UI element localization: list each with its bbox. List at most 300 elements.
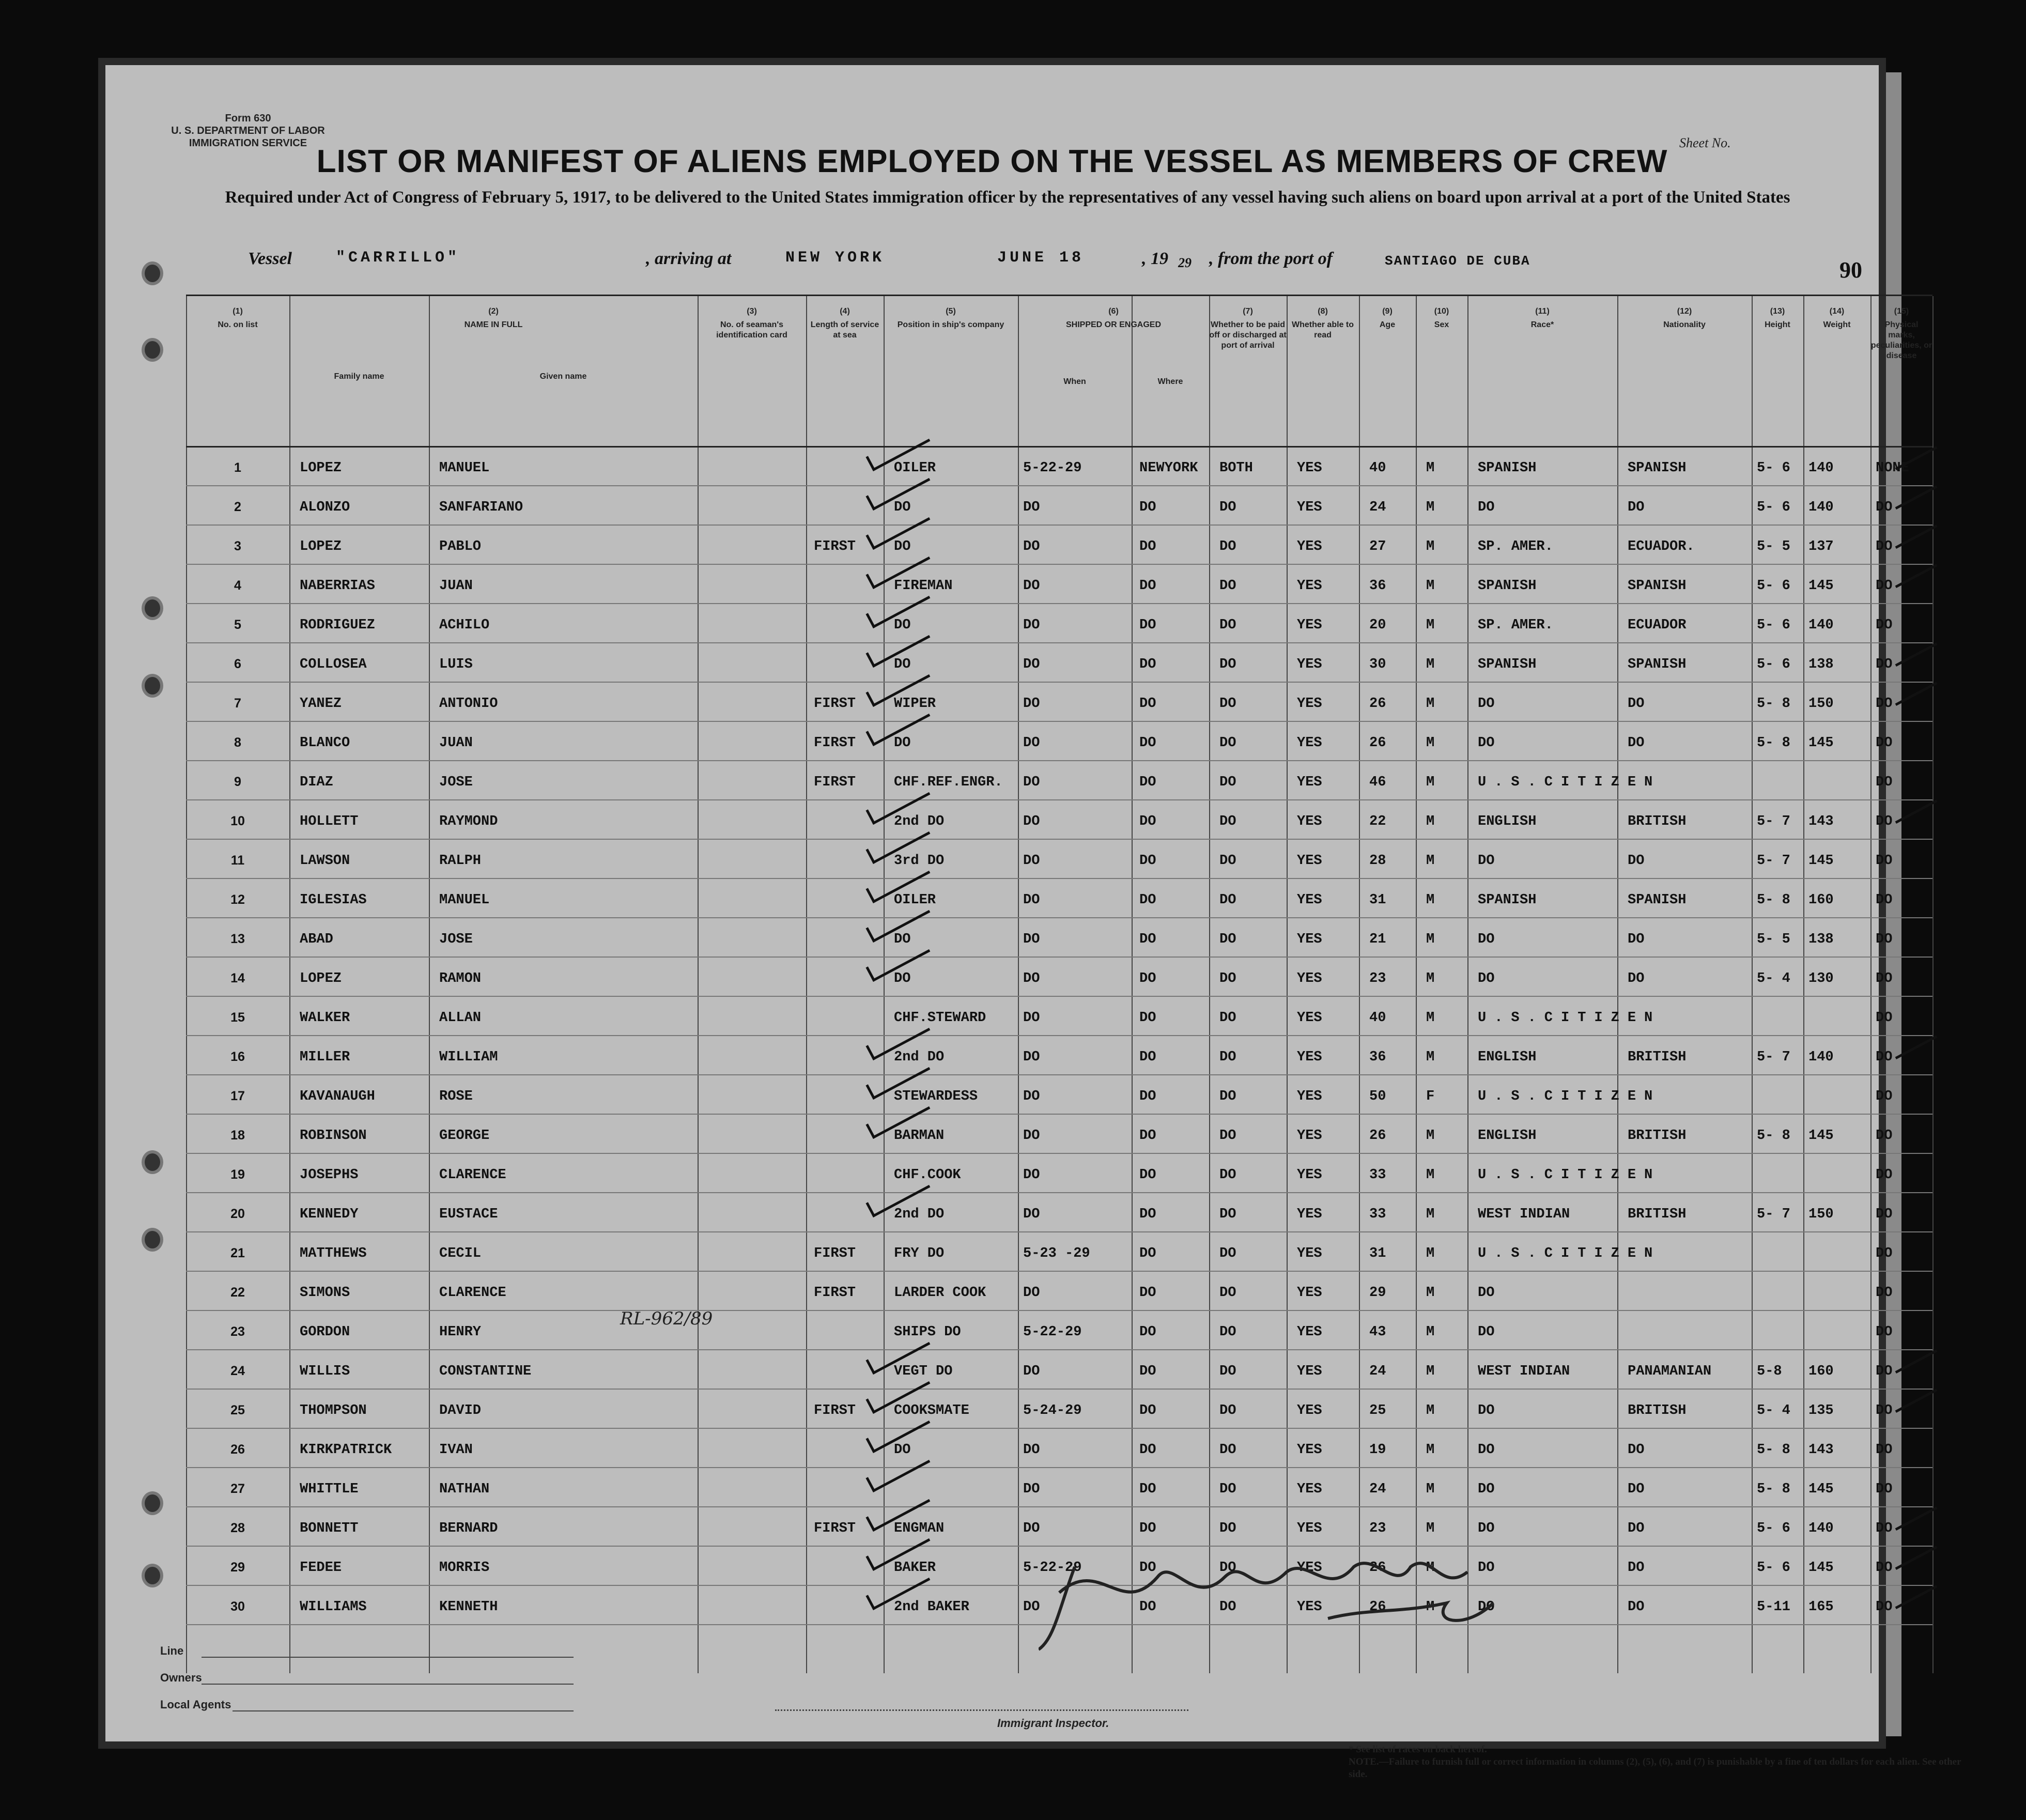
column-label: NAME IN FULL <box>464 320 523 329</box>
column-label: Sex <box>1434 320 1449 329</box>
cell-paid: DO <box>1219 971 1236 986</box>
inspector-label: Immigrant Inspector. <box>997 1717 1109 1730</box>
cell-age: 26 <box>1369 1560 1386 1576</box>
cell-when: DO <box>1023 618 1040 633</box>
cell-race: U.S.CITIZEN <box>1478 1010 1661 1026</box>
cell-when: DO <box>1023 1285 1040 1301</box>
cell-read: YES <box>1297 932 1322 947</box>
cell-marks: DO <box>1876 1560 1893 1576</box>
cell-marks: DO <box>1876 1364 1893 1379</box>
cell-sex: M <box>1426 971 1435 986</box>
cell-paid: DO <box>1219 1364 1236 1379</box>
cell-where: DO <box>1139 775 1156 790</box>
cell-sex: M <box>1426 1482 1435 1497</box>
cell-race: DO <box>1478 1482 1495 1497</box>
cell-race: WEST INDIAN <box>1478 1364 1570 1379</box>
cell-where: DO <box>1139 500 1156 515</box>
column-header <box>884 306 1018 330</box>
cell-position: LARDER COOK <box>894 1285 986 1301</box>
cell-height: 5-11 <box>1757 1599 1790 1615</box>
arrival-date: JUNE 18 <box>997 249 1085 267</box>
binder-hole <box>145 677 160 695</box>
cell-given: NATHAN <box>439 1482 490 1497</box>
year-prefix: , 19 <box>1142 249 1168 268</box>
cell-given: KENNETH <box>439 1599 498 1615</box>
cell-position: ENGMAN <box>894 1521 945 1536</box>
cell-position: 2nd DO <box>894 1050 945 1065</box>
cell-no: 21 <box>230 1246 245 1260</box>
cell-nat: DO <box>1628 853 1645 869</box>
cell-age: 36 <box>1369 1050 1386 1065</box>
cell-marks: DO <box>1876 578 1893 594</box>
column-header <box>806 306 884 341</box>
binder-hole <box>145 1494 160 1512</box>
cell-when: DO <box>1023 1442 1040 1458</box>
cell-service: FIRST <box>814 735 856 751</box>
cell-marks: DO <box>1876 1599 1893 1615</box>
cell-sex: M <box>1426 735 1435 751</box>
cell-race: ENGLISH <box>1478 814 1537 829</box>
cell-weight: 145 <box>1808 1482 1834 1497</box>
cell-no: 19 <box>230 1167 245 1182</box>
cell-where: DO <box>1139 735 1156 751</box>
column-number: (4) <box>840 307 850 316</box>
cell-sex: M <box>1426 1442 1435 1458</box>
cell-position: COOKSMATE <box>894 1403 969 1418</box>
cell-where: DO <box>1139 971 1156 986</box>
cell-age: 28 <box>1369 853 1386 869</box>
cell-position: BARMAN <box>894 1128 945 1144</box>
cell-marks: DO <box>1876 1128 1893 1144</box>
cell-when: DO <box>1023 539 1040 554</box>
cell-given: SANFARIANO <box>439 500 523 515</box>
cell-when: DO <box>1023 1128 1040 1144</box>
cell-read: YES <box>1297 1089 1322 1104</box>
cell-nat: BRITISH <box>1628 814 1687 829</box>
cell-family: HOLLETT <box>300 814 359 829</box>
cell-position: DO <box>894 618 911 633</box>
binder-hole <box>145 341 160 359</box>
cell-race: DO <box>1478 1324 1495 1340</box>
cell-sex: M <box>1426 1010 1435 1026</box>
column-number: (9) <box>1382 307 1393 316</box>
cell-family: MATTHEWS <box>300 1246 367 1261</box>
cell-no: 23 <box>230 1324 245 1339</box>
cell-sex: M <box>1426 814 1435 829</box>
cell-paid: DO <box>1219 1010 1236 1026</box>
row-rule <box>186 1192 1932 1193</box>
cell-family: IGLESIAS <box>300 892 367 908</box>
vessel-name: "CARRILLO" <box>336 249 460 267</box>
cell-family: BLANCO <box>300 735 350 751</box>
cell-read: YES <box>1297 853 1322 869</box>
cell-marks: DO <box>1876 1324 1893 1340</box>
cell-family: COLLOSEA <box>300 657 367 672</box>
cell-race: ENGLISH <box>1478 1128 1537 1144</box>
cell-where: DO <box>1139 1207 1156 1222</box>
cell-given: HENRY <box>439 1324 482 1340</box>
cell-weight: 150 <box>1808 1207 1834 1222</box>
cell-age: 33 <box>1369 1207 1386 1222</box>
column-number: (6) <box>1108 307 1119 316</box>
cell-race: DO <box>1478 735 1495 751</box>
cell-service: FIRST <box>814 775 856 790</box>
cell-marks: DO <box>1876 735 1893 751</box>
cell-marks: DO <box>1876 500 1893 515</box>
row-rule <box>186 1506 1932 1507</box>
cell-no: 1 <box>234 460 241 475</box>
column-label: When <box>1063 377 1086 386</box>
owners-label: Owners <box>160 1671 202 1684</box>
cell-given: ROSE <box>439 1089 473 1104</box>
column-header <box>1467 306 1617 330</box>
margin-tick-mark <box>1891 634 1937 667</box>
cell-race: U.S.CITIZEN <box>1478 775 1661 790</box>
cell-given: EUSTACE <box>439 1207 498 1222</box>
column-header <box>289 368 429 382</box>
cell-no: 3 <box>234 539 241 553</box>
cell-height: 5- 4 <box>1757 971 1790 986</box>
cell-marks: DO <box>1876 618 1893 633</box>
cell-race: DO <box>1478 853 1495 869</box>
cell-given: CECIL <box>439 1246 482 1261</box>
cell-sex: F <box>1426 1089 1435 1104</box>
cell-when: 5-22-29 <box>1023 1560 1082 1576</box>
cell-age: 50 <box>1369 1089 1386 1104</box>
cell-when: DO <box>1023 735 1040 751</box>
cell-family: WALKER <box>300 1010 350 1026</box>
cell-sex: M <box>1426 500 1435 515</box>
cell-weight: 145 <box>1808 853 1834 869</box>
cell-weight: 140 <box>1808 1050 1834 1065</box>
cell-no: 10 <box>230 814 245 828</box>
margin-tick-mark <box>1891 1341 1937 1374</box>
cell-where: DO <box>1139 1010 1156 1026</box>
row-rule <box>186 878 1932 879</box>
cell-family: GORDON <box>300 1324 350 1340</box>
cell-weight: 160 <box>1808 1364 1834 1379</box>
cell-read: YES <box>1297 971 1322 986</box>
cell-race: DO <box>1478 1403 1495 1418</box>
column-number: (8) <box>1318 307 1328 316</box>
cell-marks: DO <box>1876 1050 1893 1065</box>
row-rule <box>186 1428 1932 1429</box>
cell-family: SIMONS <box>300 1285 350 1301</box>
cell-read: YES <box>1297 460 1322 476</box>
cell-position: OILER <box>894 892 936 908</box>
cell-paid: DO <box>1219 1207 1236 1222</box>
vessel-label: Vessel <box>248 249 292 268</box>
cell-age: 20 <box>1369 618 1386 633</box>
cell-position: DO <box>894 657 911 672</box>
cell-age: 26 <box>1369 1128 1386 1144</box>
cell-no: 13 <box>230 932 245 946</box>
cell-given: ANTONIO <box>439 696 498 712</box>
cell-marks: DO <box>1876 1482 1893 1497</box>
column-header <box>289 306 698 330</box>
cell-marks: DO <box>1876 1285 1893 1301</box>
column-header <box>1416 306 1467 330</box>
cell-age: 26 <box>1369 696 1386 712</box>
cell-when: DO <box>1023 775 1040 790</box>
column-header <box>1803 306 1870 330</box>
arriving-label: , arriving at <box>646 249 732 268</box>
page-number: 90 <box>1839 257 1862 283</box>
cell-marks: DO <box>1876 814 1893 829</box>
cell-where: DO <box>1139 1128 1156 1144</box>
column-header <box>429 368 698 382</box>
cell-read: YES <box>1297 500 1322 515</box>
cell-paid: DO <box>1219 1403 1236 1418</box>
binder-hole <box>145 1231 160 1248</box>
cell-read: YES <box>1297 1285 1322 1301</box>
cell-paid: DO <box>1219 1050 1236 1065</box>
cell-no: 6 <box>234 657 241 671</box>
cell-position: 2nd DO <box>894 814 945 829</box>
cell-read: YES <box>1297 696 1322 712</box>
cell-marks: DO <box>1876 853 1893 869</box>
cell-no: 22 <box>230 1285 245 1300</box>
cell-sex: M <box>1426 1167 1435 1183</box>
cell-nat: ECUADOR <box>1628 618 1687 633</box>
cell-when: DO <box>1023 814 1040 829</box>
cell-age: 29 <box>1369 1285 1386 1301</box>
cell-height: 5- 6 <box>1757 460 1790 476</box>
cell-paid: DO <box>1219 578 1236 594</box>
cell-age: 43 <box>1369 1324 1386 1340</box>
cell-height: 5- 5 <box>1757 932 1790 947</box>
cell-family: WILLIS <box>300 1364 350 1379</box>
cell-service: FIRST <box>814 539 856 554</box>
cell-given: JUAN <box>439 735 473 751</box>
cell-no: 4 <box>234 578 241 593</box>
cell-height: 5- 6 <box>1757 1560 1790 1576</box>
column-label: Whether to be paid off or discharged at port of arrival <box>1209 320 1287 350</box>
cell-when: DO <box>1023 1207 1040 1222</box>
cell-read: YES <box>1297 1207 1322 1222</box>
cell-read: YES <box>1297 1010 1322 1026</box>
cell-position: DO <box>894 932 911 947</box>
cell-race: U.S.CITIZEN <box>1478 1167 1661 1183</box>
page-subtitle: Required under Act of Congress of February 5, 1917, to be delivered to the United States immigration officer by the representatives of any vessel having such aliens on board upon arrival at a port of the United States <box>225 188 1790 207</box>
cell-paid: DO <box>1219 696 1236 712</box>
column-label: Family name <box>334 372 384 381</box>
cell-position: 2nd BAKER <box>894 1599 969 1615</box>
cell-paid: DO <box>1219 500 1236 515</box>
cell-where: DO <box>1139 1167 1156 1183</box>
cell-when: 5-22-29 <box>1023 460 1082 476</box>
cell-nat: DO <box>1628 696 1645 712</box>
line-label: Line <box>160 1644 184 1657</box>
cell-where: NEWYORK <box>1139 460 1198 476</box>
cell-where: DO <box>1139 1560 1156 1576</box>
cell-marks: NONE <box>1876 460 1909 476</box>
cell-age: 33 <box>1369 1167 1386 1183</box>
column-label: Physical marks, peculiarities, or disease <box>1870 320 1932 360</box>
column-label: Position in ship's company <box>897 320 1004 329</box>
cell-race: DO <box>1478 1442 1495 1458</box>
cell-family: NABERRIAS <box>300 578 375 594</box>
cell-sex: M <box>1426 539 1435 554</box>
cell-family: KAVANAUGH <box>300 1089 375 1104</box>
cell-family: JOSEPHS <box>300 1167 359 1183</box>
cell-given: RAYMOND <box>439 814 498 829</box>
cell-read: YES <box>1297 892 1322 908</box>
cell-height: 5- 8 <box>1757 1442 1790 1458</box>
margin-tick-mark <box>1891 477 1937 510</box>
row-rule <box>186 1153 1932 1154</box>
cell-race: ENGLISH <box>1478 1050 1537 1065</box>
row-rule <box>186 1310 1932 1311</box>
cell-sex: M <box>1426 1599 1435 1615</box>
cell-position: BAKER <box>894 1560 936 1576</box>
cell-weight: 140 <box>1808 1521 1834 1536</box>
cell-nat: ECUADOR. <box>1628 539 1695 554</box>
cell-given: RALPH <box>439 853 482 869</box>
cell-paid: DO <box>1219 1128 1236 1144</box>
column-header <box>1359 306 1416 330</box>
cell-position: 3rd DO <box>894 853 945 869</box>
cell-where: DO <box>1139 1403 1156 1418</box>
cell-no: 15 <box>230 1010 245 1025</box>
cell-weight: 160 <box>1808 892 1834 908</box>
cell-race: SPANISH <box>1478 578 1537 594</box>
cell-age: 24 <box>1369 1482 1386 1497</box>
cell-paid: DO <box>1219 1442 1236 1458</box>
cell-no: 2 <box>234 500 241 514</box>
cell-position: DO <box>894 735 911 751</box>
cell-read: YES <box>1297 775 1322 790</box>
crew-table <box>186 295 1932 1673</box>
column-number: (1) <box>233 307 243 316</box>
cell-where: DO <box>1139 814 1156 829</box>
cell-no: 18 <box>230 1128 245 1143</box>
cell-paid: DO <box>1219 932 1236 947</box>
cell-marks: DO <box>1876 892 1893 908</box>
cell-height: 5- 8 <box>1757 1128 1790 1144</box>
cell-no: 17 <box>230 1089 245 1103</box>
column-number: (11) <box>1535 307 1550 316</box>
cell-height: 5- 6 <box>1757 618 1790 633</box>
cell-sex: M <box>1426 657 1435 672</box>
cell-when: DO <box>1023 1364 1040 1379</box>
margin-tick-mark <box>1891 1027 1937 1059</box>
cell-paid: DO <box>1219 657 1236 672</box>
cell-read: YES <box>1297 539 1322 554</box>
cell-read: YES <box>1297 1482 1322 1497</box>
column-label: No. on list <box>218 320 258 329</box>
cell-when: 5-24-29 <box>1023 1403 1082 1418</box>
cell-age: 25 <box>1369 1403 1386 1418</box>
cell-marks: DO <box>1876 1010 1893 1026</box>
cell-height: 5- 6 <box>1757 1521 1790 1536</box>
cell-read: YES <box>1297 618 1322 633</box>
cell-age: 26 <box>1369 735 1386 751</box>
cell-where: DO <box>1139 1364 1156 1379</box>
cell-position: DO <box>894 500 911 515</box>
cell-age: 36 <box>1369 578 1386 594</box>
margin-tick-mark <box>1891 1537 1937 1570</box>
column-label: Height <box>1765 320 1790 329</box>
cell-when: DO <box>1023 696 1040 712</box>
cell-race: U.S.CITIZEN <box>1478 1089 1661 1104</box>
page-title: LIST OR MANIFEST OF ALIENS EMPLOYED ON THE VESSEL AS MEMBERS OF CREW <box>316 144 1668 179</box>
arrival-port: NEW YORK <box>785 249 885 267</box>
cell-read: YES <box>1297 1246 1322 1261</box>
column-label: Where <box>1157 377 1183 386</box>
cell-when: 5-22-29 <box>1023 1324 1082 1340</box>
cell-where: DO <box>1139 1442 1156 1458</box>
column-number: (10) <box>1434 307 1449 316</box>
cell-given: WILLIAM <box>439 1050 498 1065</box>
row-rule <box>186 564 1932 565</box>
cell-race: DO <box>1478 696 1495 712</box>
cell-weight: 143 <box>1808 1442 1834 1458</box>
cell-race: DO <box>1478 1599 1495 1615</box>
cell-nat: BRITISH <box>1628 1050 1687 1065</box>
cell-height: 5- 8 <box>1757 696 1790 712</box>
cell-read: YES <box>1297 1167 1322 1183</box>
cell-sex: M <box>1426 1246 1435 1261</box>
margin-tick-mark <box>1891 438 1937 470</box>
cell-position: CHF.COOK <box>894 1167 961 1183</box>
cell-read: YES <box>1297 1403 1322 1418</box>
column-label: No. of seaman's identification card <box>716 320 787 340</box>
arrival-year: 29 <box>1178 255 1192 270</box>
column-label: Whether able to read <box>1291 320 1354 340</box>
cell-family: ROBINSON <box>300 1128 367 1144</box>
cell-nat: DO <box>1628 1442 1645 1458</box>
cell-paid: DO <box>1219 814 1236 829</box>
cell-sex: M <box>1426 618 1435 633</box>
row-rule <box>186 721 1932 722</box>
cell-read: YES <box>1297 1128 1322 1144</box>
column-header <box>1870 306 1932 361</box>
from-label: , from the port of <box>1209 249 1333 268</box>
cell-race: SP. AMER. <box>1478 539 1553 554</box>
column-header <box>698 306 806 341</box>
margin-tick-mark <box>1891 1498 1937 1531</box>
cell-family: LOPEZ <box>300 539 342 554</box>
cell-race: DO <box>1478 1521 1495 1536</box>
cell-given: IVAN <box>439 1442 473 1458</box>
cell-marks: DO <box>1876 1246 1893 1261</box>
cell-given: ACHILO <box>439 618 490 633</box>
cell-weight: 135 <box>1808 1403 1834 1418</box>
cell-no: 25 <box>230 1403 245 1417</box>
cell-no: 7 <box>234 696 241 711</box>
cell-height: 5- 7 <box>1757 814 1790 829</box>
cell-read: YES <box>1297 1050 1322 1065</box>
cell-nat: SPANISH <box>1628 460 1687 476</box>
cell-weight: 145 <box>1808 1560 1834 1576</box>
cell-nat: SPANISH <box>1628 892 1687 908</box>
column-number: (12) <box>1677 307 1692 316</box>
agents-rule <box>233 1710 574 1711</box>
margin-tick-mark <box>1891 673 1937 706</box>
cell-service: FIRST <box>814 1246 856 1261</box>
cell-marks: DO <box>1876 539 1893 554</box>
cell-height: 5-8 <box>1757 1364 1782 1379</box>
cell-sex: M <box>1426 1364 1435 1379</box>
column-header <box>1132 374 1209 387</box>
cell-where: DO <box>1139 539 1156 554</box>
row-rule <box>186 1074 1932 1075</box>
cell-position: OILER <box>894 460 936 476</box>
cell-weight: 145 <box>1808 735 1834 751</box>
cell-where: DO <box>1139 1050 1156 1065</box>
cell-when: DO <box>1023 1167 1040 1183</box>
